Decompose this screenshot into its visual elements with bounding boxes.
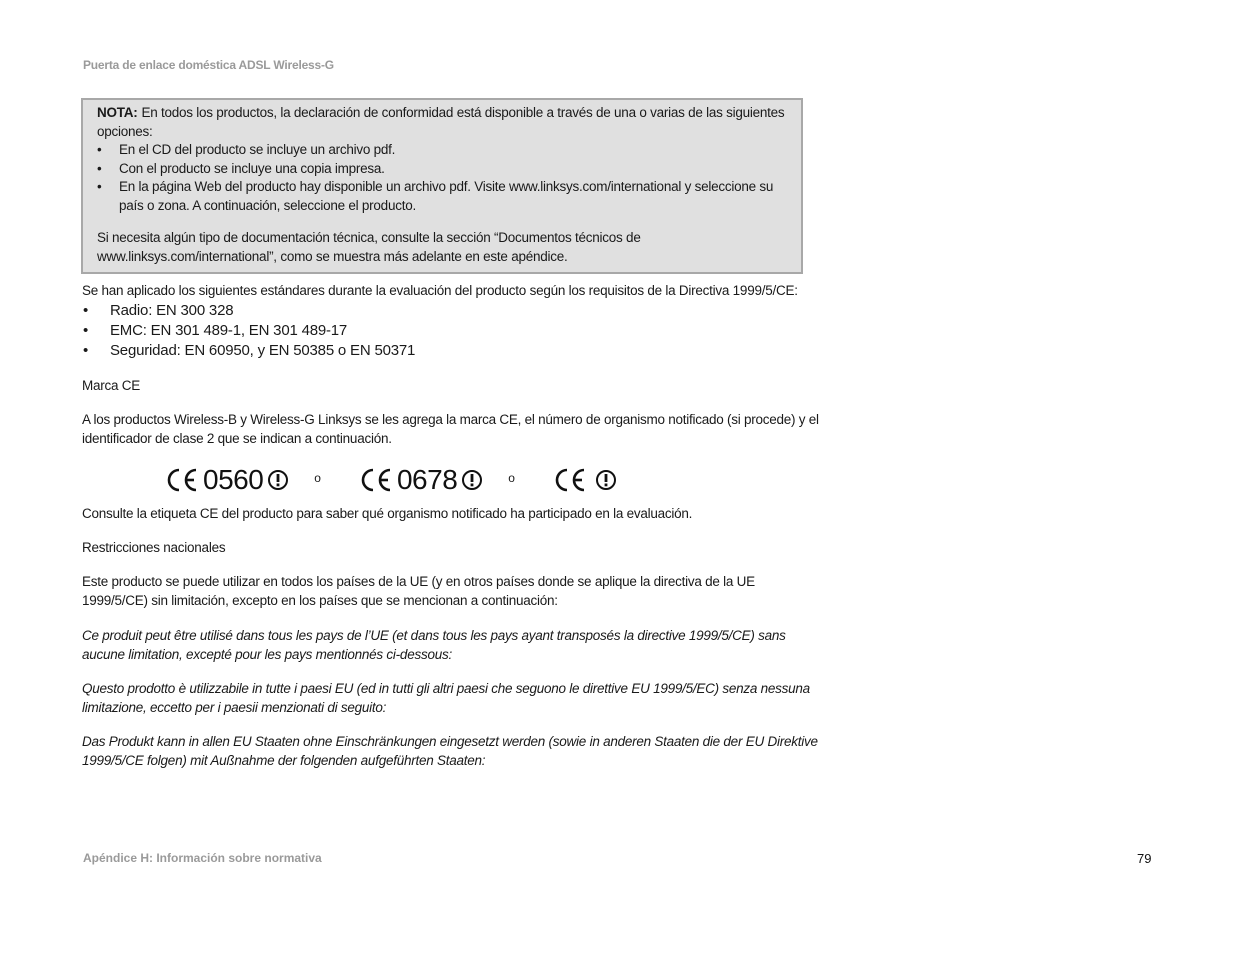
list-item: • En el CD del producto se incluye un archivo pdf. <box>97 141 787 160</box>
ce-marks-row <box>165 460 617 500</box>
ce-logo-icon <box>359 467 393 493</box>
note-paragraph: Si necesita algún tipo de documentación técnica, consulte la sección “Documentos técnicos de www.linksys.com/international”, como se muestra más adelante en este apéndice. <box>97 230 641 264</box>
list-item: • Radio: EN 300 328 <box>82 301 415 321</box>
restrictions-text-fr: Ce produit peut être utilisé dans tous les pays de l’UE (et dans tous les pays ayant transposés la directive 1999/5/CE) sans aucune limitation, excepté pour les pays mentionnés ci-dessous: <box>82 628 786 662</box>
ce-logo-icon <box>165 467 199 493</box>
list-item: • En la página Web del producto hay disponible un archivo pdf. Visite www.linksys.com/international y seleccione su país o zona. A continuación, seleccione el producto. <box>97 178 787 215</box>
ce-note: Consulte la etiqueta CE del producto para saber qué organismo notificado ha participado en la evaluación. <box>82 506 693 521</box>
restrictions-text-es: Este producto se puede utilizar en todos los países de la UE (y en otros países donde se aplique la directiva de la UE 1999/5/CE) sin limitación, excepto en los países que se mencionan a continuación: <box>82 574 755 608</box>
alert-class2-icon <box>595 469 617 491</box>
standards-intro: Se han aplicado los siguientes estándares durante la evaluación del producto según los requisitos de la Directiva 1999/5/CE: <box>82 283 798 298</box>
restrictions-text-it: Questo prodotto è utilizzabile in tutte i paesi EU (ed in tutti gli altri paesi che seguono le direttive EU 1999/5/EC) senza nessuna limitazione, eccetto per i paesii menzionati di seguito: <box>82 681 810 715</box>
page-number: 79 <box>1137 851 1152 866</box>
restrictions-heading: Restricciones nacionales <box>82 540 226 555</box>
note-label: NOTA: <box>97 105 138 120</box>
alert-class2-icon <box>461 469 483 491</box>
note-box <box>81 98 803 274</box>
list-item: • Seguridad: EN 60950, y EN 50385 o EN 50371 <box>82 341 415 361</box>
note-intro: NOTA: En todos los productos, la declaración de conformidad está disponible a través de una o varias de las siguientes opciones: <box>97 105 785 139</box>
ce-mark <box>359 464 483 496</box>
ce-mark <box>553 467 617 493</box>
note-bullet-list <box>97 141 787 215</box>
ce-mark <box>165 464 289 496</box>
ce-logo-icon <box>553 467 587 493</box>
restrictions-text-de: Das Produkt kann in allen EU Staaten ohne Einschränkungen eingesetzt werden (sowie in anderen Staaten die der EU Direktive 1999/5/CE folgen) mit Außnahme der folgenden aufgeführten Staaten: <box>82 734 818 768</box>
notified-body-number: 0560 <box>203 464 264 495</box>
alert-class2-icon <box>267 469 289 491</box>
page-footer: Apéndice H: Información sobre normativa <box>83 851 322 865</box>
list-item: • EMC: EN 301 489-1, EN 301 489-17 <box>82 321 415 341</box>
ce-heading: Marca CE <box>82 378 141 393</box>
separator-text: o <box>314 471 321 485</box>
notified-body-number: 0678 <box>396 464 458 495</box>
ce-description: A los productos Wireless-B y Wireless-G Linksys se les agrega la marca CE, el número de organismo notificado (si procede) y el identificador de clase 2 que se indican a continuación. <box>82 412 819 446</box>
page-header: Puerta de enlace doméstica ADSL Wireless-G <box>83 58 334 72</box>
separator-text: o <box>508 471 515 485</box>
list-item: • Con el producto se incluye una copia impresa. <box>97 160 787 179</box>
standards-list <box>82 301 415 361</box>
